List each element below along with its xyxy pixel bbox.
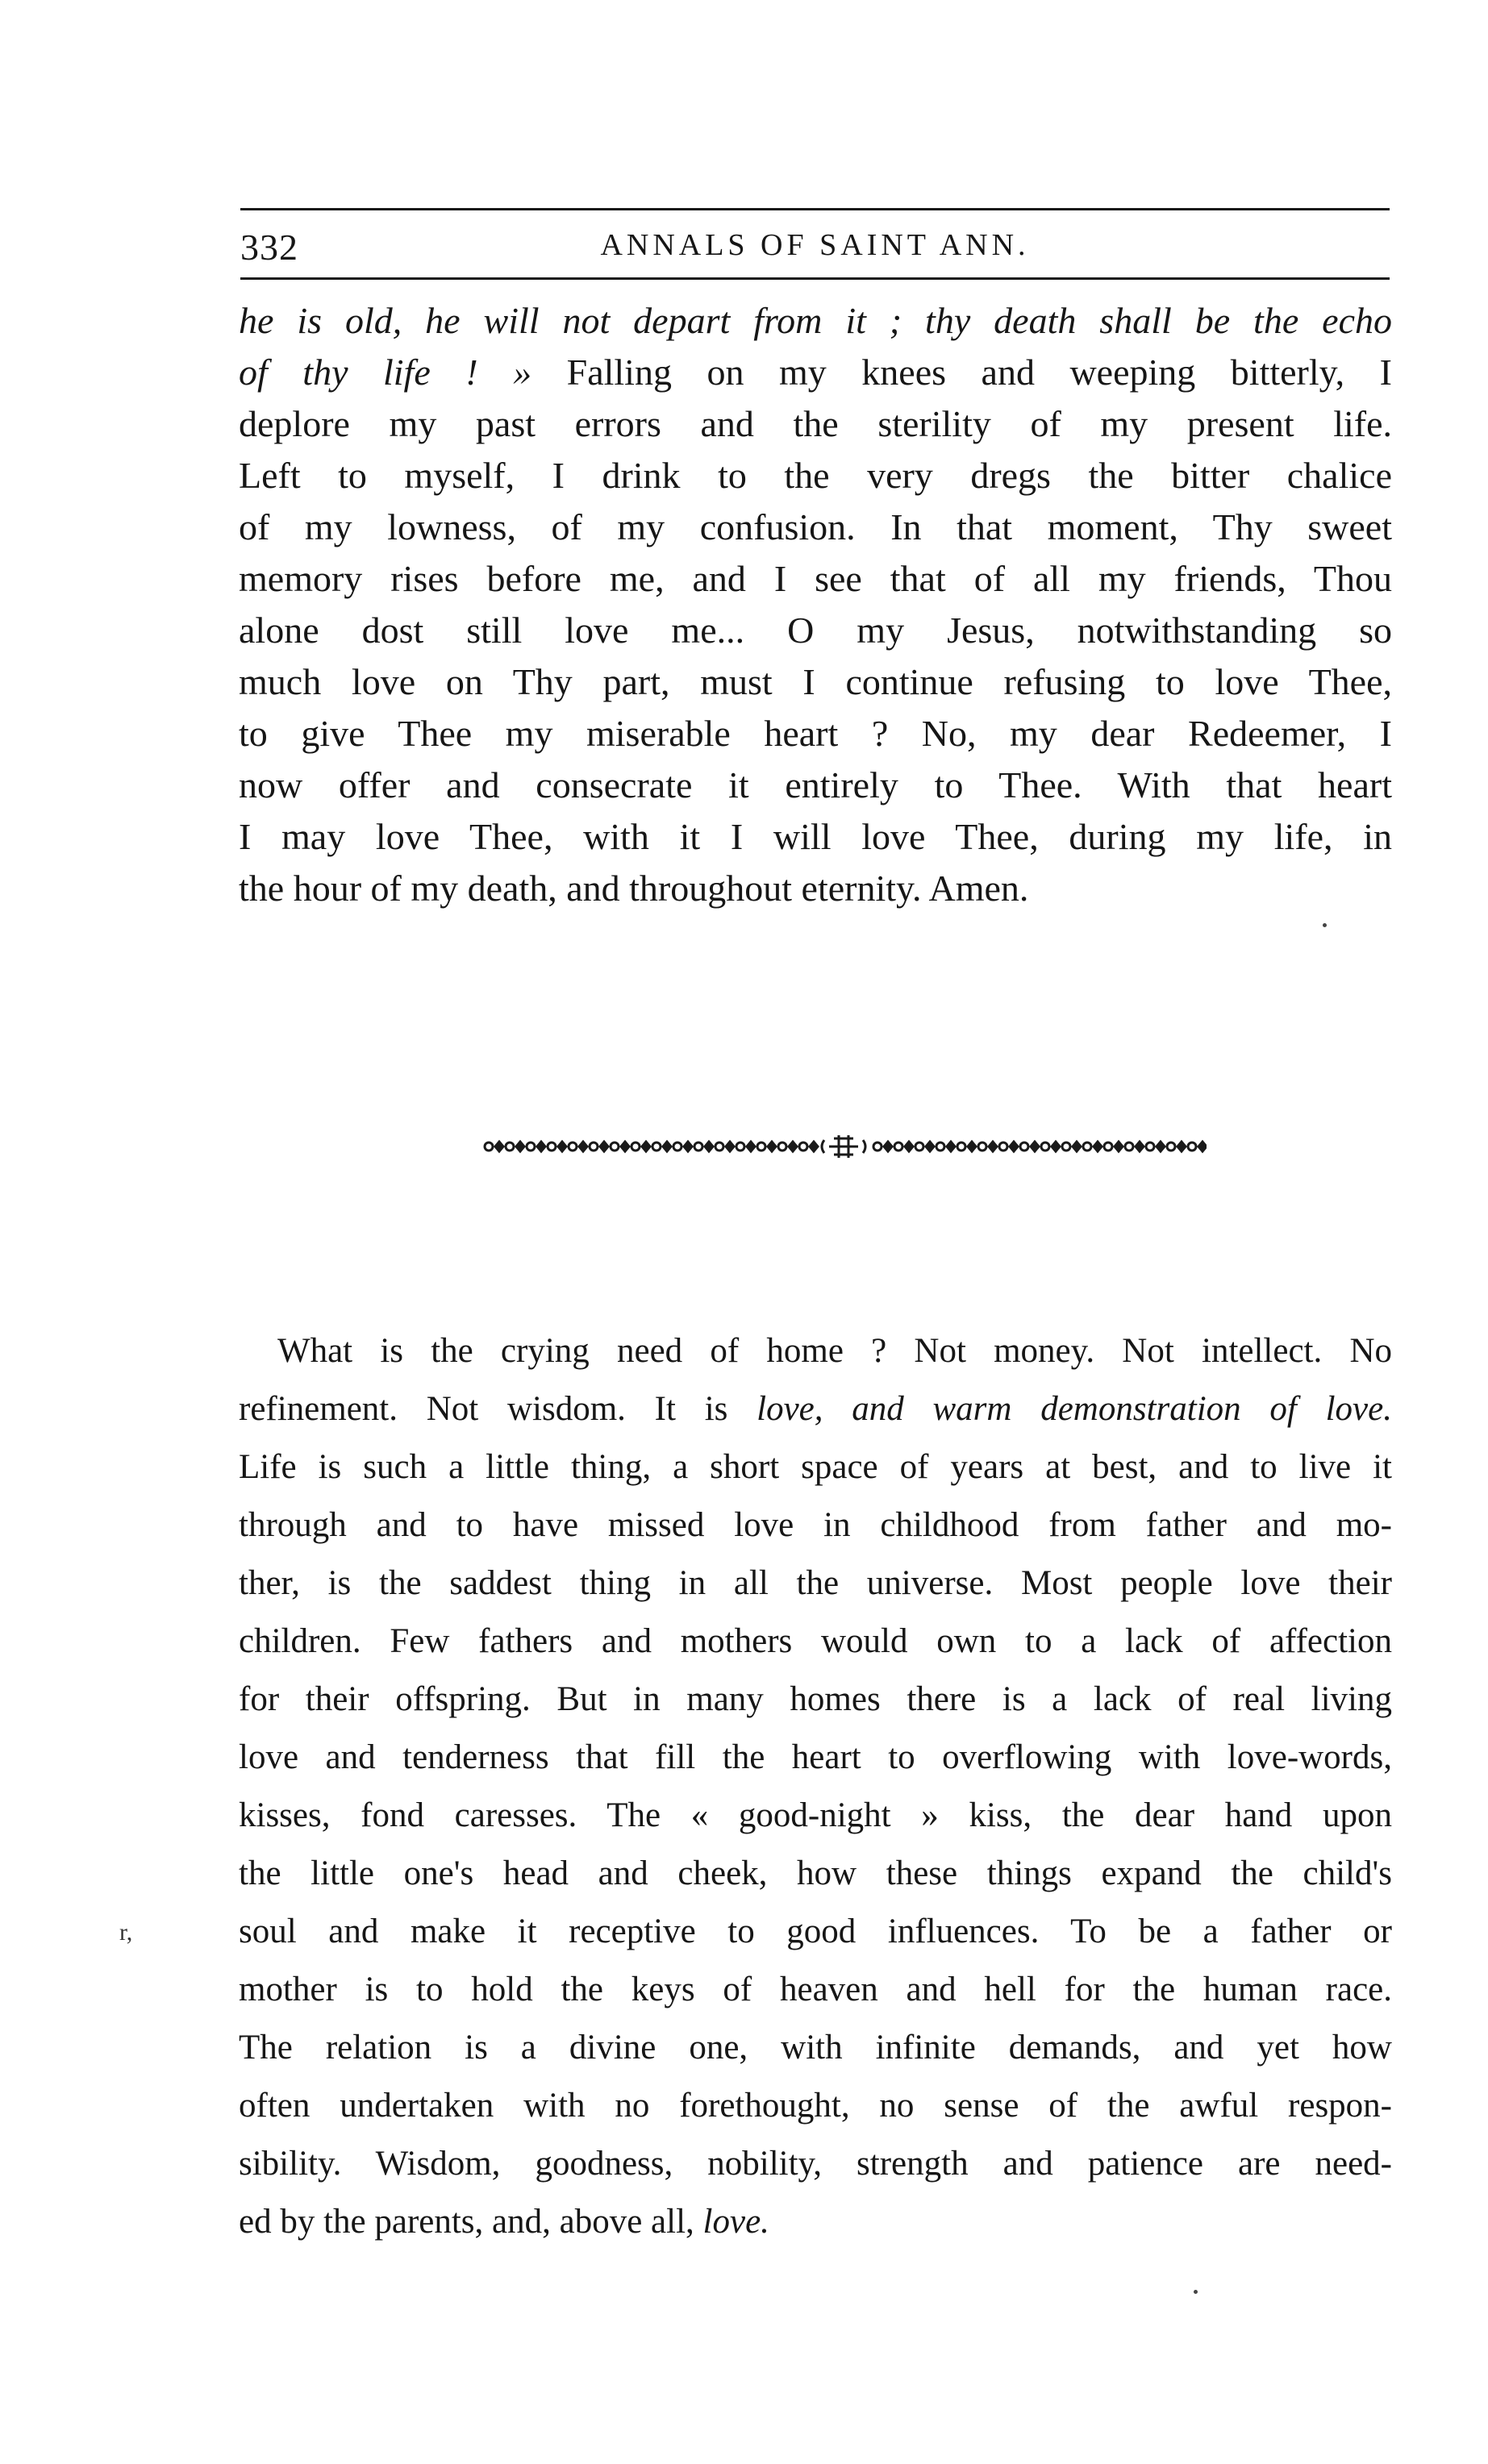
text-line [239,863,1392,914]
text-run: Left to myself, I drink to the very dregs the bitter chalice [239,455,1392,496]
center-ornament [822,1135,865,1158]
italic-text: love. [702,2203,769,2241]
text-run: ther, is the saddest thing in all the universe. Most people love their [239,1564,1392,1602]
text-run: much love on Thy part, must I continue refusing to love Thee, [239,661,1392,702]
text-line [239,1671,1392,1729]
text-line [239,2135,1392,2193]
text-line [239,1903,1392,1961]
essay-paragraph [239,1322,1392,2251]
text-run: Falling on my knees and weeping bitterly, I [531,352,1392,393]
italic-text: he is old, he will not depart from it ; thy death shall be the echo [239,300,1392,341]
text-line [239,708,1392,760]
italic-text: of thy life ! » [239,352,532,393]
text-run: Life is such a little thing, a short space of years at best, and to live it [239,1448,1392,1486]
text-run: mother is to hold the keys of heaven and hell for the human race. [239,1971,1392,2008]
page-number: 332 [240,227,298,268]
text-line [239,1729,1392,1787]
text-line [239,2019,1392,2077]
header-rule-top [240,208,1390,210]
text-line [239,553,1392,605]
text-line [239,1438,1392,1496]
text-run: I may love Thee, with it I will love Thee, during my life, in [239,816,1392,857]
text-line [239,1555,1392,1613]
text-line [239,1845,1392,1903]
text-line [239,656,1392,708]
margin-mark: r, [119,1919,133,1946]
text-line [239,1787,1392,1845]
text-run: now offer and consecrate it entirely to Thee. With that heart [239,764,1392,805]
text-run: kisses, fond caresses. The « good-night » kiss, the dear hand upon [239,1796,1392,1834]
text-line [239,450,1392,502]
ink-dot [1194,2290,1198,2294]
italic-text: love, and warm demonstration of love. [757,1390,1392,1428]
text-run: ed by the parents, and, above all, [239,2203,703,2241]
text-run: The relation is a divine one, with infinite demands, and yet how [239,2029,1392,2067]
ornamental-divider [481,1129,1207,1164]
text-run: through and to have missed love in childhood from father and mo- [239,1506,1392,1544]
text-line [239,347,1392,398]
text-run: refinement. Not wisdom. It is [239,1390,757,1428]
text-line [239,605,1392,656]
text-run: for their offspring. But in many homes there is a lack of real living [239,1680,1392,1718]
text-line [239,1961,1392,2019]
text-run: soul and make it receptive to good influences. To be a father or [239,1913,1392,1950]
text-run: alone dost still love me... O my Jesus, notwithstanding so [239,610,1392,651]
text-line [239,502,1392,553]
text-line [239,295,1392,347]
text-run: the hour of my death, and throughout eternity. Amen. [239,868,1029,909]
text-run: of my lowness, of my confusion. In that moment, Thy sweet [239,506,1392,547]
text-line [239,811,1392,863]
text-line [239,398,1392,450]
text-run: children. Few fathers and mothers would own to a lack of affection [239,1622,1392,1660]
text-line [239,1613,1392,1671]
text-run: sibility. Wisdom, goodness, nobility, strength and patience are need- [239,2145,1392,2183]
text-run: the little one's head and cheek, how these things expand the child's [239,1854,1392,1892]
text-line [239,2193,1392,2251]
text-run: memory rises before me, and I see that of all my friends, Thou [239,558,1392,599]
text-line [239,1322,1392,1380]
text-line [239,760,1392,811]
text-run: What is the crying need of home ? Not money. Not intellect. No [277,1332,1392,1370]
text-line [239,1496,1392,1555]
text-run: deplore my past errors and the sterility of my present life. [239,403,1392,444]
text-run: often undertaken with no forethought, no sense of the awful respon- [239,2087,1392,2125]
prayer-paragraph [239,295,1392,914]
text-run: love and tenderness that fill the heart to overflowing with love-words, [239,1738,1392,1776]
ink-dot [1323,923,1327,927]
text-run: to give Thee my miserable heart ? No, my dear Redeemer, I [239,713,1392,754]
text-line [239,1380,1392,1438]
text-line [239,2077,1392,2135]
header-rule-bottom [240,277,1390,280]
running-head: ANNALS OF SAINT ANN. [600,228,1030,262]
